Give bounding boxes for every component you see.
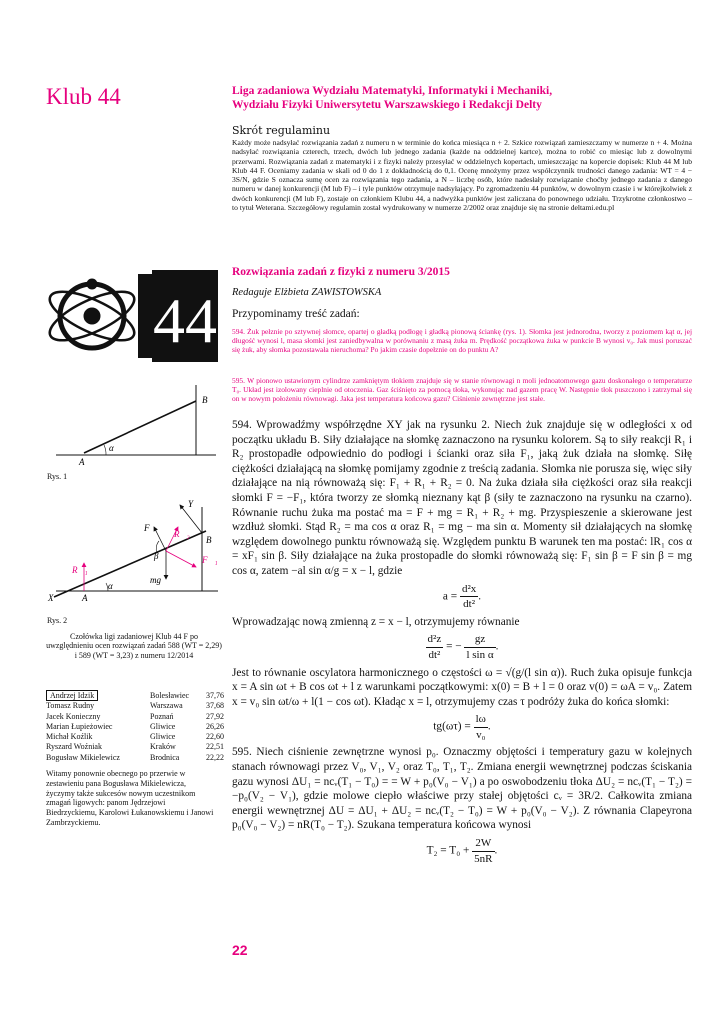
- league-header-line1: Liga zadaniowa Wydziału Matematyki, Informatyki i Mechaniki,: [232, 85, 553, 97]
- eq3-fraction: [474, 712, 488, 742]
- eq4-end: .: [494, 844, 498, 857]
- eq4-fraction: [472, 836, 494, 866]
- equation-4: [232, 836, 692, 866]
- ranking-score: 27,92: [206, 711, 224, 721]
- klub44-logo: [44, 262, 220, 372]
- eq1-den: dt²: [463, 598, 476, 611]
- league-header-line2: Wydziału Fizyki Uniwersytetu Warszawskiego i Redakcji Delty: [232, 99, 542, 111]
- ranking-row: [46, 712, 224, 722]
- rules-title: Skrót regulaminu: [232, 124, 331, 137]
- eq2-mid: = −: [446, 641, 462, 653]
- ranking-name: Ryszard Woźniak: [46, 742, 102, 752]
- fig1-label-b: B: [202, 395, 208, 405]
- eq2-fraction-right: [464, 632, 495, 662]
- solution-594-para1: 594. Wprowadźmy współrzędne XY jak na rysunku 2. Niech żuk znajduje się w odległości x od początku układu B. Siły działające na słomkę zaznaczono na rysunku kolorem. Są to siły reakcji R₁ i R₂ prostopadłe odpowiednio do podłogi i ścianki oraz siła F₁, jaką żuk działa na słomkę. Siłę ciężkości działającą na słomkę pomijamy zgodnie z treścią zadania. Słomka nie porusza się, więc siły działające na nią równoważą się: F₁ + R₁ + R₂ = 0. Na żuka działa siła ciężkości oraz siła reakcji słomki F = −F₁, która tworzy ze słomką nieznany kąt β (siły te zaznaczono na rysunku na czarno). Równanie ruchu żuka ma postać ma = F + mg = R₁ + R₂ + mg. Przyspieszenie a skierowane jest wzdłuż słomki. Stąd R₂ = ma cos α oraz R₁ = mg − ma sin α. Momenty sił działających na słomkę względem dowolnego punktu równoważą się. Względem punktu B warunek ten ma postać: lR₁ cos α = xF₁ sin β. Siły działające na żuka prostopadle do słomki równoważą się: F₁ sin β = F sin β = mg cos α, zatem −al sin α/g = x − l, gdzie: [232, 419, 692, 577]
- ranking-city: Brodnica: [150, 752, 180, 762]
- equation-2: [232, 632, 692, 662]
- eq2-den: dt²: [428, 648, 441, 661]
- ranking-city: Bolesławiec: [150, 691, 190, 700]
- figure-2: [46, 497, 226, 607]
- solution-595-para1: 595. Niech ciśnienie zewnętrzne wynosi p₀. Oznaczmy objętości i temperatury gazu w kolejnych stanach równowagi przez V₀, V₁, V₂ oraz T₀, T₁, T₂. Zmiana energii wewnętrznej podczas ściskania gazu wynosi ΔU₁ = ncᵥ(T₁ − T₀) = = W + p₀(V₀ − V₁) a po oswobodzeniu tłoka ΔU₂ = ncᵥ(T₁ − T₂) = −p₀(V₂ − V₁), gdzie molowe ciepło właściwe przy stałej objętości cᵥ = 3R/2. Całkowita zmiana energii wewnętrznej ΔU = ΔU₁ + ΔU₂ = ncᵥ(T₂ − T₀) = W + p₀(V₀ − V₂). Z równania Clapeyrona p₀(V₀ − V₂) = nR(T₀ − T₂). Szukana temperatura końcowa wynosi: [232, 746, 692, 832]
- ranking-row: [46, 753, 224, 763]
- eq2-num: d²z: [426, 632, 444, 648]
- fig1-label-a: A: [79, 457, 85, 467]
- ranking-name: Michał Koźlik: [46, 732, 93, 742]
- ranking-name: Jacek Konieczny: [46, 711, 101, 721]
- solution-594-para2: Wprowadzając nową zmienną z = x − l, otrzymujemy równanie: [232, 615, 520, 628]
- fig2-label-f: F⃗: [144, 523, 157, 533]
- ranking-score: 22,51: [206, 742, 224, 752]
- fig2-label-b: B: [206, 535, 212, 545]
- rules-body: Każdy może nadsyłać rozwiązania zadań z numeru n w terminie do końca miesiąca n + 2. Szkice rozwiązań zamieszczamy w numerze n + 4. Można nadsyłać rozwiązania czterech, trzech, dwóch lub jednego zadania (każde na oddzielnej kartce), można to robić co miesiąc lub z dowolnymi przerwami. Rozwiązania zadań z matematyki i z fizyki należy przesyłać w oddzielnych kopertach, umieszczając na kopercie dopisek: Klub 44 M lub Klub 44 F. Oceniamy zadania w skali od 0 do 1 z dokładnością do 0,1. Ocenę mnożymy przez współczynnik trudności danego zadania: WT = 4 − 3S/N, gdzie S oznacza sumę ocen za rozwiązania tego zadania, a N – liczbę osób, które nadesłały rozwiązanie choćby jednego zadania z danego numeru w danej konkurencji (M lub F) – i tyle punktów otrzymuje nadsyłający. Po zgromadzeniu 44 punktów, w dowolnym czasie i w którejkolwiek z dwóch konkurencji (M lub F), zostaje on członkiem Klubu 44, a nadwyżka punktów jest zaliczana do ponownego udziału. Trzykrotne członkostwo – to tytuł Weterana. Szczegółowy regulamin został wydrukowany w numerze 2/2002 oraz znajduje się na stronie deltami.edu.pl: [232, 138, 692, 213]
- figure-1-caption: Rys. 1: [47, 472, 68, 481]
- page-number: 22: [232, 942, 248, 958]
- fig2-label-r1: R⃗₁: [72, 565, 88, 575]
- eq3-lhs: tg(ωτ) =: [433, 720, 471, 733]
- solutions-body: [232, 418, 692, 869]
- equation-3: [232, 712, 692, 742]
- fig1-label-alpha: α: [109, 443, 114, 453]
- fig2-label-beta: β: [154, 551, 159, 561]
- solution-594-para3: Jest to równanie oscylatora harmonicznego o częstości ω = √(g/(l sin α)). Ruch żuka opisuje funkcja x = A sin ωt + B cos ωt + l z warunkami początkowymi: x(0) = B + l = 0 oraz v(0) = ωA = v₀. Zatem x = v₀ sin ωt/ω + l(1 − cos ωt). Kładąc x = l, otrzymujemy czas τ podróży żuka do końca słomki:: [232, 666, 692, 708]
- welcome-note: Witamy ponownie obecnego po przerwie w zestawieniu pana Bogusława Mikielewicza, życzymy także sukcesów nowym uczestnikom zmagań ligowych: panom Jędrzejowi Biedrzyckiemu, Karolowi Łukanowskiemu i Janowi Zambrzyckiemu.: [46, 769, 214, 827]
- club-title: Klub 44: [46, 84, 121, 109]
- figure-1: [46, 385, 226, 470]
- ranking-city: Poznań: [150, 711, 174, 721]
- solutions-title: Rozwiązania zadań z fizyki z numeru 3/2015: [232, 266, 450, 278]
- league-header: [232, 84, 692, 112]
- eq4-den: 5nR: [474, 852, 493, 865]
- ranking-row: [46, 742, 224, 752]
- eq2-fraction-left: [426, 632, 444, 662]
- eq1-lhs: a =: [442, 590, 458, 603]
- atom-icon: [44, 279, 140, 350]
- fig2-label-y: Y: [188, 499, 194, 509]
- ranking-row: [46, 691, 224, 701]
- eq4-num: 2W: [472, 836, 494, 852]
- eq2-num2: gz: [464, 632, 495, 648]
- editor-line: Redaguje Elżbieta ZAWISTOWSKA: [232, 287, 382, 298]
- eq1-num: d²x: [460, 582, 478, 598]
- eq4-lhs: T₂ = T₀ +: [426, 844, 470, 857]
- ranking-score: 26,26: [206, 721, 224, 731]
- eq2-den2: l sin α: [466, 648, 494, 661]
- fig2-label-x: X: [48, 593, 54, 603]
- ranking-score: 22,22: [206, 752, 224, 762]
- fig2-label-mg: mg⃗: [150, 575, 168, 585]
- ranking-row: [46, 722, 224, 732]
- problem-595: 595. W pionowo ustawionym cylindrze zamkniętym tłokiem znajduje się w stanie równowagi n moli jednoatomowego gazu doskonałego o temperaturze T₀. Układ jest izolowany cieplnie od otoczenia. Gaz ściśnięto za pomocą tłoka, wykonując nad gazem pracę W. Następnie tłok puszczono i zatrzymał się on w nowym położeniu równowagi. Jaka jest temperatura końcowa gazu? Ciśnienie zewnętrzne jest stałe.: [232, 376, 692, 404]
- ranking-city: Warszawa: [150, 701, 183, 711]
- ranking-table: [46, 691, 224, 763]
- eq3-den: v₀: [476, 728, 486, 741]
- ranking-row: [46, 732, 224, 742]
- figure-2-caption: Rys. 2: [47, 616, 68, 625]
- ranking-score: 37,68: [206, 701, 224, 711]
- reminder-line: Przypominamy treść zadań:: [232, 308, 360, 320]
- ranking-name: Tomasz Rudny: [46, 701, 95, 711]
- ranking-city: Kraków: [150, 742, 176, 752]
- fig2-label-r2: R⃗₂: [174, 529, 190, 539]
- ranking-name: Marian Łupieżowiec: [46, 721, 113, 731]
- fig2-label-alpha: α: [108, 581, 113, 591]
- eq1-fraction: [460, 582, 478, 612]
- ranking-city: Gliwice: [150, 732, 176, 742]
- ranking-city: Gliwice: [150, 721, 176, 731]
- ranking-name: Andrzej Idzik: [46, 690, 98, 701]
- problem-594: 594. Żuk pełznie po sztywnej słomce, opartej o gładką podłogę i gładką pionową ściankę (rys. 1). Słomka jest jednorodna, tworzy z poziomem kąt α, jej długość wynosi l, masa słomki jest zaniedbywalna w porównaniu z masą żuka m. Prędkość początkowa żuka w punkcie B wynosi v₀. Jak musi poruszać się żuk, aby słomka pozostawała nieruchoma? Po jakim czasie dopełznie on do punktu A?: [232, 327, 692, 355]
- ranking-intro: Czołówka ligi zadaniowej Klub 44 F po uwzględnieniu ocen rozwiązań zadań 588 (WT = 2,29) i 589 (WT = 3,23) z numeru 12/2014: [46, 632, 222, 660]
- ranking-row: [46, 701, 224, 711]
- eq3-num: lω: [474, 712, 488, 728]
- ranking-score: 22,60: [206, 732, 224, 742]
- fig2-label-f1: F⃗₁: [202, 555, 218, 565]
- eq3-end: .: [487, 720, 491, 733]
- eq2-end: .: [495, 641, 499, 653]
- logo-digits: 44: [153, 285, 217, 356]
- eq1-end: .: [478, 590, 482, 603]
- ranking-name: Bogusław Mikielewicz: [46, 752, 120, 762]
- ranking-score: 37,76: [206, 691, 224, 700]
- fig2-label-a: A: [82, 593, 88, 603]
- equation-1: [232, 582, 692, 612]
